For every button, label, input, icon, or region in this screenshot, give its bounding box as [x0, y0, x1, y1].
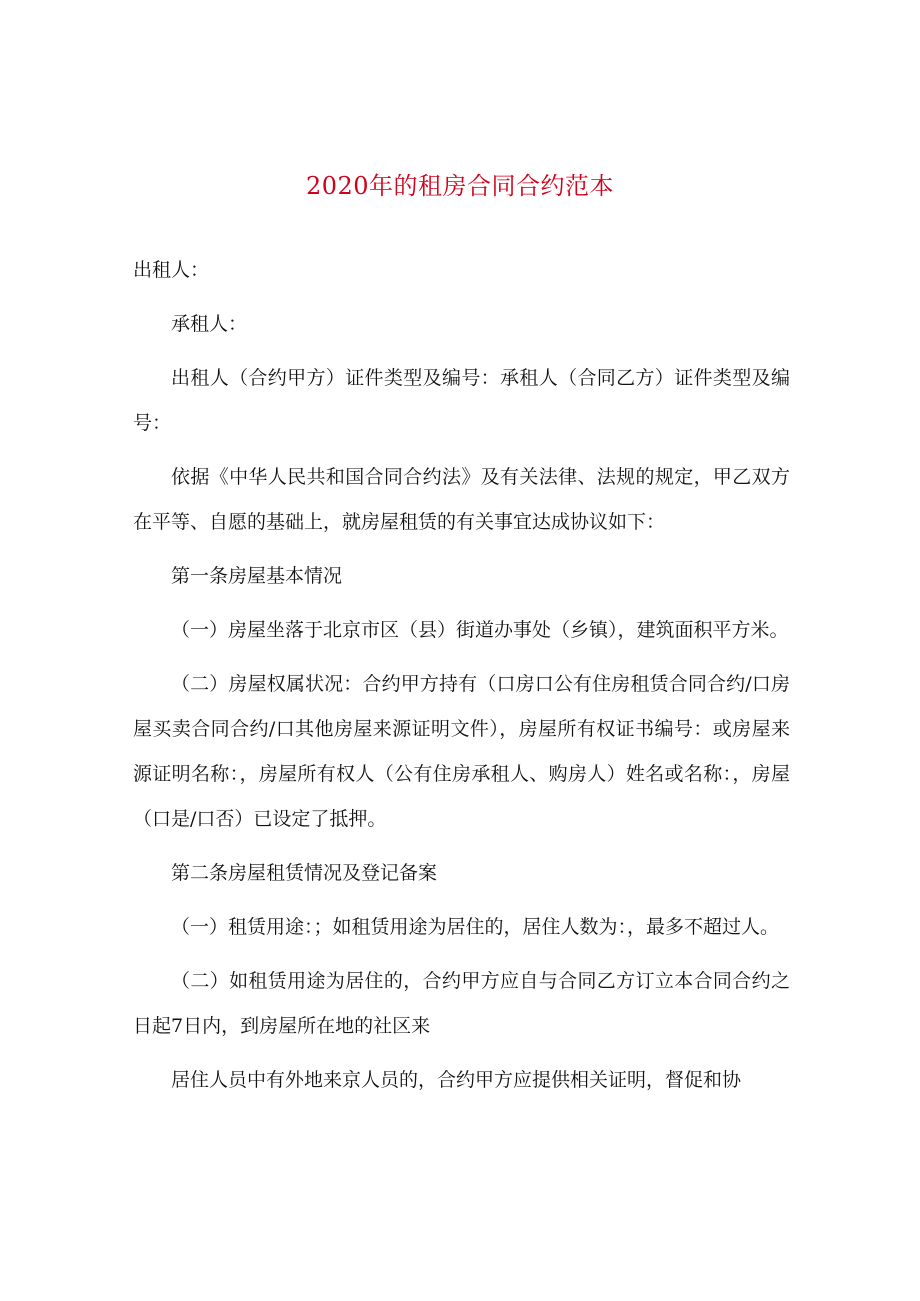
paragraph-lessee: 承租人：: [171, 313, 248, 335]
paragraph-ownership: （二）房屋权属状况：合约甲方持有（口房口公有住房租赁合同合约/口房屋买卖合同合约/口其他房屋来源证明文件），房屋所有权证书编号：或房屋来源证明名称：，房屋所有权人（公有住房承租人、购房人）姓名或名称：，房屋（口是/口否）已设定了抵押。: [133, 673, 790, 830]
paragraph-location: （一）房屋坐落于北京市区（县）街道办事处（乡镇），建筑面积平方米。: [171, 619, 789, 641]
paragraph-legal-basis: 依据《中华人民共和国合同合约法》及有关法律、法规的规定，甲乙双方在平等、自愿的基础上，就房屋租赁的有关事宜达成协议如下：: [133, 466, 790, 533]
section-heading-2: 第二条房屋租赁情况及登记备案: [171, 862, 438, 884]
paragraph-registration: （二）如租赁用途为居住的，合约甲方应自与合同乙方订立本合同合约之日起7日内，到房屋所在地的社区来: [133, 970, 790, 1037]
document-body: [133, 248, 790, 1112]
paragraph-lessor: 出租人：: [133, 259, 210, 281]
paragraph-usage: （一）租赁用途：；如租赁用途为居住的，居住人数为：，最多不超过人。: [171, 916, 780, 938]
paragraph-residents: 居住人员中有外地来京人员的，合约甲方应提供相关证明，督促和协: [171, 1069, 742, 1091]
document-title: 2020年的租房合同合约范本: [305, 172, 615, 200]
paragraph-id-info: 出租人（合约甲方）证件类型及编号：承租人（合同乙方）证件类型及编号：: [133, 367, 790, 434]
section-heading-1: 第一条房屋基本情况: [171, 565, 343, 587]
